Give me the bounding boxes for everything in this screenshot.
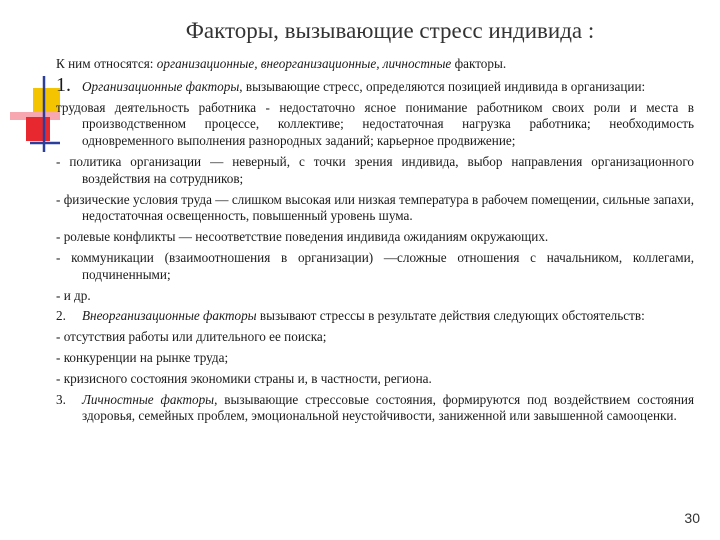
list-item: трудовая деятельность работника - недостаточно ясное понимание работником своих роли и места в производственном процессе, коллективе; недостаточная нагрузка работника; необходимость одновременного выполнения разнородных заданий; карьерное продвижение; xyxy=(56,99,694,149)
deco-red-square xyxy=(26,117,50,141)
list-item: - физические условия труда — слишком высокая или низкая температура в рабочем помещении, сильные запахи, недостаточная освещенность, повышенный уровень шума. xyxy=(56,191,694,224)
slide-title: Факторы, вызывающие стресс индивида : xyxy=(185,18,595,43)
list-item: - конкуренции на рынке труда; xyxy=(56,349,229,365)
list-item: - кризисного состояния экономики страны и, в частности, региона. xyxy=(56,370,432,386)
intro-paragraph: К ним относятся: организационные, внеорганизационные, личностные факторы. xyxy=(56,56,507,71)
corner-decoration xyxy=(0,0,60,160)
section-number: 3. xyxy=(56,391,66,407)
list-item: - ролевые конфликты — несоответствие поведения индивида ожиданиям окружающих. xyxy=(56,229,549,245)
personal-factors-heading: 3. Личностные факторы, вызывающие стрессовые состояния, формируются под воздействием состояния здоровья, семейных проблем, эмоциональной неустойчивости, заниженной или завышенной самооценки. xyxy=(56,391,695,424)
external-factors-heading: 2. Внеорганизационные факторы вызывают стрессы в результате действия следующих обстоятельств: xyxy=(56,308,645,324)
list-item: - политика организации — неверный, с точки зрения индивида, выбор направления организационного воздействия на сотрудников; xyxy=(56,153,694,186)
page-number: 30 xyxy=(684,510,700,526)
section-number: 1. xyxy=(56,73,71,96)
list-item: - и др. xyxy=(56,287,91,303)
organizational-factors-heading: 1. Организационные факторы, вызывающие стресс, определяются позицией индивида в организации: xyxy=(56,73,646,96)
list-item: - отсутствия работы или длительного ее поиска; xyxy=(56,329,327,345)
list-item: - коммуникации (взаимоотношения в организации) —сложные отношения с начальником, коллегами, подчиненными; xyxy=(56,249,694,282)
slide-body xyxy=(56,56,694,429)
section-number: 2. xyxy=(56,308,66,324)
